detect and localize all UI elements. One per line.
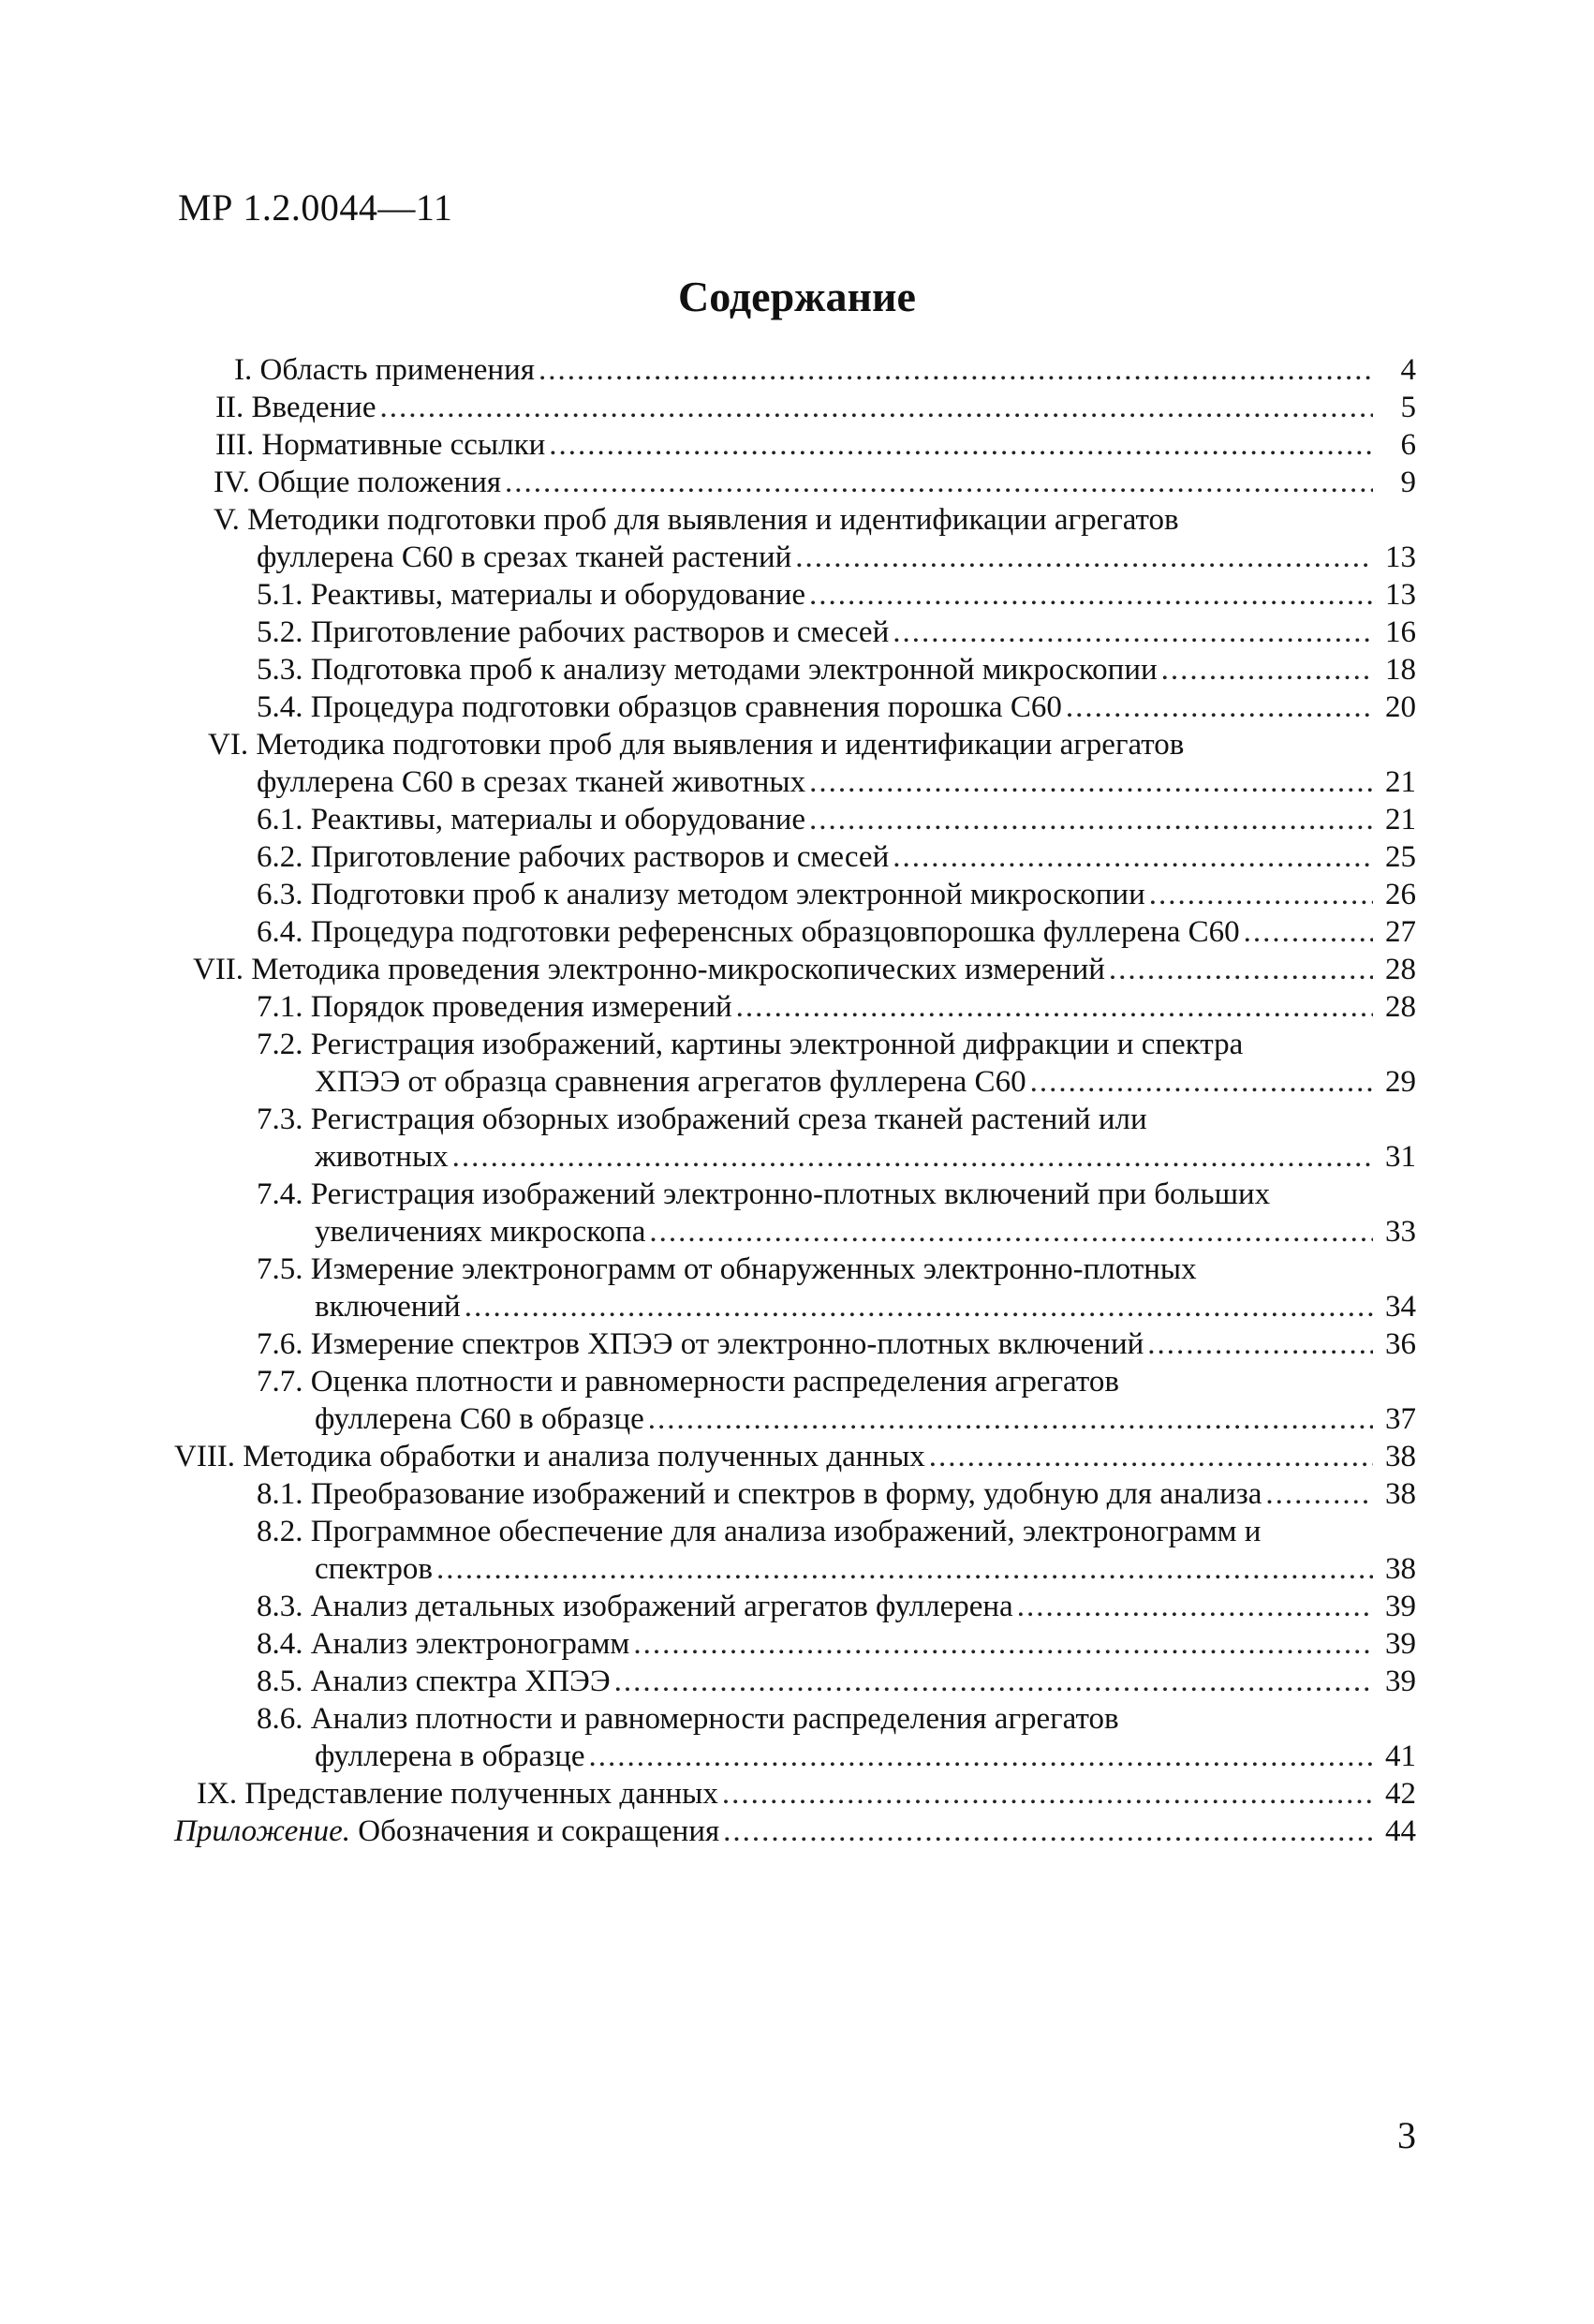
toc-entry-page: 21 xyxy=(1385,765,1416,799)
toc-entry-label: спектров xyxy=(315,1552,433,1586)
toc-entry[interactable] xyxy=(174,1438,1416,1475)
dot-leader xyxy=(1147,1325,1373,1363)
toc-entry-title-line: 8.2. Программное обеспечение для анализа изображений, электронограмм и xyxy=(257,1515,1262,1548)
toc-entry-label: включений xyxy=(315,1290,461,1324)
toc-entry-page: 13 xyxy=(1385,578,1416,612)
toc-entry[interactable] xyxy=(174,501,1416,576)
dot-leader xyxy=(549,426,1373,464)
dot-leader xyxy=(723,1813,1373,1850)
toc-entry-label: 8.3. Анализ детальных изображений агрегатов фуллерена xyxy=(257,1590,1013,1623)
toc-entry[interactable] xyxy=(174,1700,1416,1775)
toc-entry-label: 8.1. Преобразование изображений и спектров в форму, удобную для анализа xyxy=(257,1477,1262,1511)
toc-entry-page: 44 xyxy=(1385,1814,1416,1848)
appendix-label: Обозначения и сокращения xyxy=(349,1814,720,1848)
dot-leader xyxy=(505,464,1373,501)
toc-entry-page: 38 xyxy=(1385,1477,1416,1511)
toc-entry[interactable] xyxy=(174,988,1416,1026)
toc-entry-title-line: 7.5. Измерение электронограмм от обнаруженных электронно-плотных xyxy=(257,1252,1197,1286)
toc-entry-label: 6.3. Подготовки проб к анализу методом электронной микроскопии xyxy=(257,878,1145,911)
toc-entry[interactable] xyxy=(174,951,1416,988)
dot-leader xyxy=(893,838,1373,876)
toc-entry-page: 21 xyxy=(1385,803,1416,836)
dot-leader xyxy=(736,988,1373,1026)
toc-entry-page: 39 xyxy=(1385,1627,1416,1661)
toc-entry[interactable] xyxy=(174,1475,1416,1513)
toc-entry-page: 27 xyxy=(1385,915,1416,949)
dot-leader xyxy=(452,1138,1373,1176)
toc-entry-label: 6.1. Реактивы, материалы и оборудование xyxy=(257,803,806,836)
dot-leader xyxy=(1066,688,1373,726)
toc-entry-page: 4 xyxy=(1400,353,1416,387)
toc-entry-page: 28 xyxy=(1385,953,1416,986)
dot-leader xyxy=(809,801,1373,838)
toc-entry-label: 5.2. Приготовление рабочих растворов и смесей xyxy=(257,615,890,649)
table-of-contents xyxy=(174,351,1416,1850)
dot-leader xyxy=(649,1213,1373,1251)
dot-leader xyxy=(589,1738,1373,1775)
toc-entry-label xyxy=(174,1813,719,1850)
dot-leader xyxy=(539,351,1373,389)
toc-entry-title-line: 7.3. Регистрация обзорных изображений среза тканей растений или xyxy=(257,1103,1147,1136)
document-code: МР 1.2.0044—11 xyxy=(178,186,453,229)
toc-entry-label: фуллерена в образце xyxy=(315,1739,585,1773)
toc-entry[interactable] xyxy=(174,426,1416,464)
toc-entry[interactable] xyxy=(174,688,1416,726)
toc-entry-page: 18 xyxy=(1385,653,1416,687)
toc-entry[interactable] xyxy=(174,1588,1416,1625)
toc-entry-label: 6.2. Приготовление рабочих растворов и смесей xyxy=(257,840,890,874)
appendix-italic-label: Приложение. xyxy=(174,1814,350,1848)
toc-entry[interactable] xyxy=(174,1251,1416,1325)
toc-entry-page: 39 xyxy=(1385,1590,1416,1623)
toc-entry-label: фуллерена С60 в образце xyxy=(315,1402,644,1436)
toc-entry[interactable] xyxy=(174,838,1416,876)
toc-entry-label: 7.6. Измерение спектров ХПЭЭ от электронно-плотных включений xyxy=(257,1327,1144,1361)
dot-leader xyxy=(614,1663,1373,1700)
toc-entry-label: IV. Общие положения xyxy=(214,466,502,499)
toc-entry-label: животных xyxy=(315,1140,449,1174)
toc-entry-label: III. Нормативные ссылки xyxy=(215,428,546,462)
page-number: 3 xyxy=(1397,2114,1416,2156)
page-title: Содержание xyxy=(678,273,916,320)
toc-entry-label: VII. Методика проведения электронно-микроскопических измерений xyxy=(193,953,1105,986)
toc-entry-label: 8.5. Анализ спектра ХПЭЭ xyxy=(257,1665,611,1698)
toc-entry-label: 8.4. Анализ электронограмм xyxy=(257,1627,630,1661)
toc-entry[interactable] xyxy=(174,351,1416,389)
dot-leader xyxy=(1030,1063,1373,1101)
toc-entry-page: 41 xyxy=(1385,1739,1416,1773)
toc-entry-page: 28 xyxy=(1385,990,1416,1024)
toc-entry-page: 6 xyxy=(1400,428,1416,462)
toc-entry-page: 20 xyxy=(1385,690,1416,724)
toc-entry-page: 37 xyxy=(1385,1402,1416,1436)
dot-leader xyxy=(465,1288,1373,1325)
dot-leader xyxy=(1161,651,1373,688)
dot-leader xyxy=(436,1550,1373,1588)
dot-leader xyxy=(1109,951,1373,988)
dot-leader xyxy=(722,1775,1373,1813)
toc-entry-page: 38 xyxy=(1385,1440,1416,1473)
toc-entry-page: 31 xyxy=(1385,1140,1416,1174)
toc-entry[interactable] xyxy=(174,389,1416,426)
toc-entry-label: II. Введение xyxy=(215,391,376,424)
toc-entry-page: 16 xyxy=(1385,615,1416,649)
toc-entry-title-line: 7.7. Оценка плотности и равномерности распределения агрегатов xyxy=(257,1365,1119,1399)
toc-entry-page: 26 xyxy=(1385,878,1416,911)
toc-entry-page: 39 xyxy=(1385,1665,1416,1698)
dot-leader xyxy=(893,614,1373,651)
toc-entry[interactable] xyxy=(174,1176,1416,1251)
toc-entry-label: 7.1. Порядок проведения измерений xyxy=(257,990,732,1024)
toc-entry-page: 33 xyxy=(1385,1215,1416,1249)
toc-entry-page: 34 xyxy=(1385,1290,1416,1324)
toc-entry[interactable] xyxy=(174,1325,1416,1363)
dot-leader xyxy=(380,389,1374,426)
toc-entry[interactable] xyxy=(174,1363,1416,1438)
toc-entry[interactable] xyxy=(174,726,1416,801)
toc-entry[interactable] xyxy=(174,1663,1416,1700)
dot-leader xyxy=(809,576,1373,614)
dot-leader xyxy=(795,539,1373,576)
toc-entry[interactable] xyxy=(174,801,1416,838)
toc-entry-label: 5.3. Подготовка проб к анализу методами электронной микроскопии xyxy=(257,653,1158,687)
toc-entry[interactable] xyxy=(174,614,1416,651)
toc-entry-page: 5 xyxy=(1400,391,1416,424)
toc-entry-label: I. Область применения xyxy=(234,353,535,387)
toc-entry[interactable] xyxy=(174,913,1416,951)
dot-leader xyxy=(929,1438,1373,1475)
toc-entry[interactable] xyxy=(174,464,1416,501)
dot-leader xyxy=(1017,1588,1373,1625)
toc-entry-title-line: 7.4. Регистрация изображений электронно-плотных включений при больших xyxy=(257,1177,1271,1211)
toc-entry-title-line: 8.6. Анализ плотности и равномерности распределения агрегатов xyxy=(257,1702,1119,1736)
toc-entry-page: 13 xyxy=(1385,540,1416,574)
toc-entry[interactable] xyxy=(174,876,1416,913)
dot-leader xyxy=(809,763,1373,801)
toc-entry[interactable] xyxy=(174,1513,1416,1588)
toc-entry-page: 38 xyxy=(1385,1552,1416,1586)
toc-entry-page: 42 xyxy=(1385,1777,1416,1811)
toc-entry-appendix[interactable] xyxy=(174,1813,1416,1850)
toc-entry[interactable] xyxy=(174,651,1416,688)
dot-leader xyxy=(633,1625,1373,1663)
toc-entry-title-line: VI. Методика подготовки проб для выявления и идентификации агрегатов xyxy=(208,728,1185,762)
toc-entry[interactable] xyxy=(174,576,1416,614)
toc-entry[interactable] xyxy=(174,1026,1416,1101)
toc-entry-page: 29 xyxy=(1385,1065,1416,1099)
toc-entry-label: фуллерена С60 в срезах тканей растений xyxy=(257,540,792,574)
toc-entry-page: 25 xyxy=(1385,840,1416,874)
toc-entry-label: ХПЭЭ от образца сравнения агрегатов фуллерена С60 xyxy=(315,1065,1026,1099)
toc-entry-label: IX. Представление полученных данных xyxy=(197,1777,718,1811)
dot-leader xyxy=(1149,876,1373,913)
toc-entry-label: увеличениях микроскопа xyxy=(315,1215,646,1249)
toc-entry-label: 6.4. Процедура подготовки референсных образцовпорошка фуллерена С60 xyxy=(257,915,1240,949)
dot-leader xyxy=(648,1400,1373,1438)
toc-entry-label: 5.4. Процедура подготовки образцов сравнения порошка С60 xyxy=(257,690,1062,724)
toc-entry[interactable] xyxy=(174,1101,1416,1176)
toc-entry-label: VIII. Методика обработки и анализа полученных данных xyxy=(174,1440,925,1473)
toc-entry-title-line: 7.2. Регистрация изображений, картины электронной дифракции и спектра xyxy=(257,1028,1244,1061)
toc-entry-title-line: V. Методики подготовки проб для выявления и идентификации агрегатов xyxy=(214,503,1179,537)
toc-entry-page: 36 xyxy=(1385,1327,1416,1361)
toc-entry-label: фуллерена С60 в срезах тканей животных xyxy=(257,765,806,799)
toc-entry-label: 5.1. Реактивы, материалы и оборудование xyxy=(257,578,806,612)
dot-leader xyxy=(1244,913,1373,951)
toc-entry-page: 9 xyxy=(1400,466,1416,499)
dot-leader xyxy=(1265,1475,1373,1513)
toc-entry[interactable] xyxy=(174,1775,1416,1813)
toc-entry[interactable] xyxy=(174,1625,1416,1663)
